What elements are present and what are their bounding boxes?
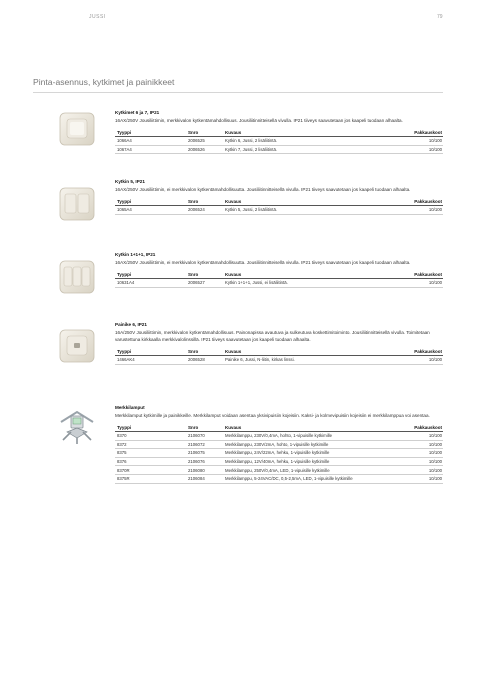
product-title: Kytkin 5, IP21 bbox=[115, 179, 145, 184]
table-row bbox=[115, 356, 443, 365]
col-description: Kuvaus bbox=[223, 424, 388, 432]
cell-snro: 2006528 bbox=[186, 356, 223, 365]
col-type: Tyyppi bbox=[115, 198, 186, 206]
cell-package: 10/100 bbox=[388, 432, 443, 441]
col-description: Kuvaus bbox=[223, 129, 388, 137]
product-push-button-6 bbox=[115, 322, 443, 365]
cell-description: Merkkilamppu, 12V/40mA, hehku, 1-vipuisille kytkimille bbox=[223, 457, 388, 466]
table-header-row bbox=[115, 348, 443, 356]
col-snro: Snro bbox=[186, 198, 223, 206]
cell-type: 1067A4 bbox=[115, 145, 186, 154]
product-table bbox=[115, 348, 443, 365]
col-type: Tyyppi bbox=[115, 129, 186, 137]
col-snro: Snro bbox=[186, 271, 223, 279]
cell-snro: 2106072 bbox=[186, 440, 223, 449]
page-number: 79 bbox=[437, 14, 443, 20]
cell-description: Painike 6, Jussi, N-liitin, kirkas linssi. bbox=[223, 356, 388, 365]
col-snro: Snro bbox=[186, 348, 223, 356]
cell-package: 10/100 bbox=[388, 356, 443, 365]
cell-type: 8376 bbox=[115, 457, 186, 466]
cell-snro: 2006526 bbox=[186, 145, 223, 154]
product-table bbox=[115, 271, 443, 288]
cell-snro: 2106070 bbox=[186, 432, 223, 441]
product-description: 16AX/250V Jousiliittimin, ei merkkivalon kytkentämahdollisuutta. Jousiliitinnitteisellä vivulla. IP21 tiiveys saavutetaan jos kaapeli tuodaan alhaalta. bbox=[115, 187, 411, 192]
switch-1-1-1-image bbox=[57, 258, 97, 296]
product-indicator-lamps bbox=[115, 405, 443, 484]
indicator-lamp-image bbox=[53, 402, 101, 446]
product-title: Merkkilamput bbox=[115, 405, 145, 410]
cell-description: Merkkilamppu, 230V/2mA, hohto, 1-vipuisille kytkimille bbox=[223, 440, 388, 449]
col-type: Tyyppi bbox=[115, 424, 186, 432]
table-row bbox=[115, 440, 443, 449]
col-type: Tyyppi bbox=[115, 348, 186, 356]
section-divider bbox=[33, 92, 443, 93]
cell-snro: 2106084 bbox=[186, 474, 223, 483]
cell-type: 1466AK4 bbox=[115, 356, 186, 365]
cell-description: Kytkin 5, Jussi, 2 lisäliitintä. bbox=[223, 206, 388, 215]
cell-package: 10/100 bbox=[388, 145, 443, 154]
cell-snro: 2106080 bbox=[186, 466, 223, 475]
cell-type: 8370 bbox=[115, 432, 186, 441]
cell-package: 10/100 bbox=[388, 137, 443, 146]
table-header-row bbox=[115, 271, 443, 279]
cell-description: Merkkilamppu, 250V/0,4mA, LED, 1-vipuisille kytkimille bbox=[223, 466, 388, 475]
product-switch-5 bbox=[115, 179, 443, 215]
product-title: Painike 6, IP21 bbox=[115, 322, 147, 327]
switch-5-image bbox=[57, 185, 97, 223]
section-title: Pinta-asennus, kytkimet ja painikkeet bbox=[33, 77, 175, 87]
col-package: Pakkauskoot bbox=[388, 129, 443, 137]
col-package: Pakkauskoot bbox=[388, 424, 443, 432]
col-package: Pakkauskoot bbox=[388, 271, 443, 279]
cell-type: 10631A4 bbox=[115, 279, 186, 288]
col-description: Kuvaus bbox=[223, 198, 388, 206]
col-package: Pakkauskoot bbox=[388, 348, 443, 356]
product-title: Kytkin 1+1+1, IP21 bbox=[115, 252, 156, 257]
header-brand: JUSSI bbox=[89, 14, 106, 20]
cell-type: 8375R bbox=[115, 474, 186, 483]
cell-package: 10/100 bbox=[388, 440, 443, 449]
cell-package: 10/100 bbox=[388, 474, 443, 483]
table-row bbox=[115, 457, 443, 466]
cell-package: 10/100 bbox=[388, 279, 443, 288]
cell-type: 8370R bbox=[115, 466, 186, 475]
col-snro: Snro bbox=[186, 129, 223, 137]
table-row bbox=[115, 137, 443, 146]
cell-snro: 2006527 bbox=[186, 279, 223, 288]
col-description: Kuvaus bbox=[223, 271, 388, 279]
table-row bbox=[115, 474, 443, 483]
cell-type: 1065A4 bbox=[115, 206, 186, 215]
cell-package: 10/100 bbox=[388, 466, 443, 475]
table-row bbox=[115, 279, 443, 288]
table-header-row bbox=[115, 424, 443, 432]
cell-description: Merkkilamppu, 5-24VAC/DC, 0,5-2,5mA, LED, 1-vipuisille kytkimille bbox=[223, 474, 388, 483]
cell-package: 10/100 bbox=[388, 206, 443, 215]
table-row bbox=[115, 466, 443, 475]
cell-type: 8375 bbox=[115, 449, 186, 458]
col-snro: Snro bbox=[186, 424, 223, 432]
table-row bbox=[115, 145, 443, 154]
product-description: 16AX/250V Jousiliittimin, ei merkkivalon kytkentämahdollisuutta. Jousiliitinnitteisellä vivulla. IP21 tiiveys saavutetaan jos kaapeli tuodaan alhaalta. bbox=[115, 260, 411, 265]
table-header-row bbox=[115, 129, 443, 137]
cell-description: Merkkilamppu, 230V/0,4mA, hohto, 1-vipuisille kytkimille bbox=[223, 432, 388, 441]
cell-description: Kytkin 7, Jussi, 2 lisäliitintä. bbox=[223, 145, 388, 154]
table-row bbox=[115, 449, 443, 458]
cell-snro: 2006525 bbox=[186, 137, 223, 146]
col-type: Tyyppi bbox=[115, 271, 186, 279]
cell-description: Kytkin 1+1+1, Jussi, ei lisäliitintä. bbox=[223, 279, 388, 288]
product-table bbox=[115, 424, 443, 484]
col-package: Pakkauskoot bbox=[388, 198, 443, 206]
cell-package: 10/100 bbox=[388, 449, 443, 458]
cell-snro: 2006524 bbox=[186, 206, 223, 215]
table-header-row bbox=[115, 198, 443, 206]
product-switch-1-1-1 bbox=[115, 252, 443, 288]
product-description: 16AX/250V Jousiliittimin, merkkivalon kytkentämahdollisuus. Jousiliitinnitteisellä vivulla. IP21 tiiveys saavutetaan jos kaapeli tuodaan alhaalta. bbox=[115, 118, 403, 123]
table-row bbox=[115, 432, 443, 441]
cell-snro: 2106075 bbox=[186, 449, 223, 458]
product-title: Kytkimet 6 ja 7, IP21 bbox=[115, 110, 160, 115]
cell-description: Kytkin 6, Jussi, 2 lisäliitintä. bbox=[223, 137, 388, 146]
product-description: 16A/250V Jousiliittimin, merkkivalon kytkentämahdollisuus. Painonapissa avautuva ja sulkeutuva koskettimitoiminto. Jousiliitinnitteisellä vivulla. Toimitetaan varustettuna kirkkaalla merkkivalolinssillä. IP21 tiiveys saavutetaan jos kaapeli tuodaan alhaalta. bbox=[115, 330, 430, 342]
product-table bbox=[115, 198, 443, 215]
product-description: Merkkilamput kytkimille ja painikkeille. Merkkilamput voidaan asentaa yksivipuisiin kojeisiin. Kaksi- ja kolmevipuisiin kojeisiin ei merkkilamppua voi asentaa. bbox=[115, 413, 430, 418]
table-row bbox=[115, 206, 443, 215]
cell-snro: 2106076 bbox=[186, 457, 223, 466]
cell-package: 10/100 bbox=[388, 457, 443, 466]
product-table bbox=[115, 129, 443, 154]
product-switch-6-7 bbox=[115, 110, 443, 154]
push-button-6-image bbox=[57, 327, 97, 365]
switch-6-7-image bbox=[57, 110, 97, 148]
cell-type: 1066A4 bbox=[115, 137, 186, 146]
col-description: Kuvaus bbox=[223, 348, 388, 356]
cell-type: 8372 bbox=[115, 440, 186, 449]
cell-description: Merkkilamppu, 24V/22mA, hehku, 1-vipuisille kytkimille bbox=[223, 449, 388, 458]
